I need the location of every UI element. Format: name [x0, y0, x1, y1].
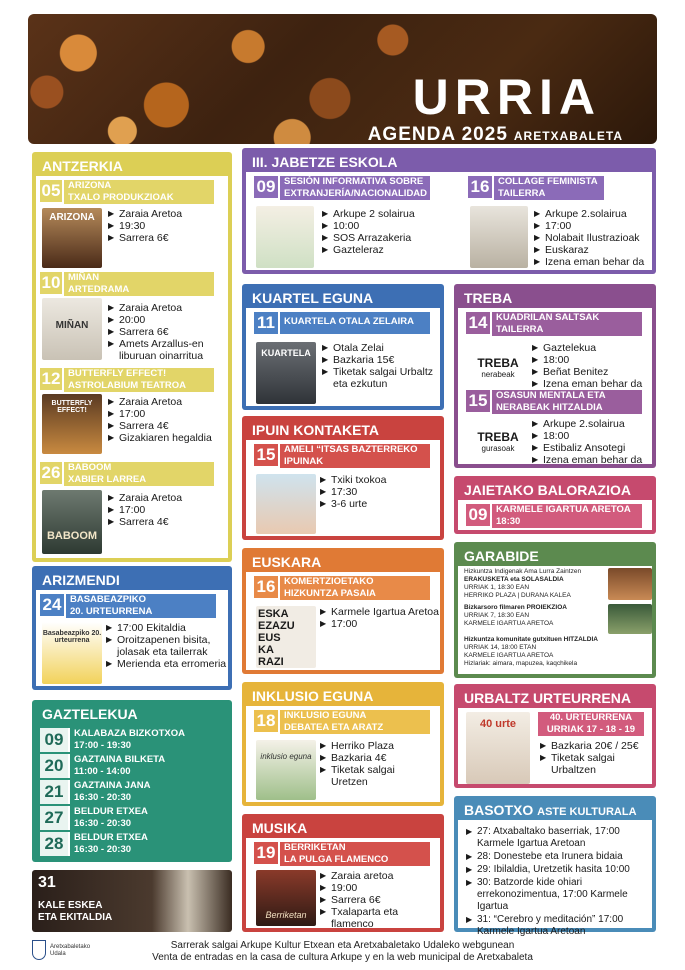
event-thumbnail [608, 568, 652, 600]
event-details: ▶ Karmele Igartua Aretoa ▶ 17:00 [320, 606, 440, 630]
section-title: URBALTZ URTEURRENA [464, 690, 631, 706]
event-kuadrilan-saltsak[interactable] [466, 312, 652, 390]
basotxo-item: ▶ 30: Batzorde kide ohiari errekonozimentua, 17:00 Karmele Igartua [466, 877, 650, 913]
section-title: III. JABETZE ESKOLA [252, 154, 398, 170]
section-kuartel-eguna [242, 284, 444, 410]
event-title: BELDUR ETXEA 16:30 - 20:30 [70, 832, 218, 856]
event-details: ▶ Zaraia Aretoa ▶ 19:30 ▶ Sarrera 6€ [108, 208, 226, 244]
section-ipuin-kontaketa [242, 416, 444, 540]
event-title: COLLAGE FEMINISTA TAILERRA [494, 176, 604, 200]
section-title: JAIETAKO BALORAZIOA [464, 482, 631, 498]
event-day: 28 [40, 832, 68, 856]
section-title: EUSKARA [252, 554, 322, 570]
section-title: INKLUSIO EGUNA [252, 688, 374, 704]
event-title: ARIZONA TXALO PRODUKZIOAK [64, 180, 214, 204]
event-minan[interactable] [40, 272, 226, 372]
event-day: 20 [40, 754, 68, 778]
event-thumbnail: BUTTERFLY EFFECT! [42, 394, 102, 454]
event-details: ▶ Gaztelekua ▶ 18:00 ▶ Beñat Benitez ▶ Izena eman behar da [532, 342, 652, 390]
event-title: GAZTAINA BILKETA 11:00 - 14:00 [70, 754, 218, 778]
event-collage-feminista[interactable] [468, 176, 652, 270]
event-title: BUTTERFLY EFFECT! ASTROLABIUM TEATROA [64, 368, 214, 392]
event-day: 09 [466, 504, 490, 526]
event-day: 26 [41, 463, 61, 482]
town-name: ARETXABALETA [513, 129, 623, 143]
event-title: KALABAZA BIZKOTXOA 17:00 - 19:30 [70, 728, 218, 752]
section-arizmendi [32, 566, 232, 690]
event-details: ▶ Otala Zelai ▶ Bazkaria 15€ ▶ Tiketak salgai Urbaltz eta ezkutun [322, 342, 442, 390]
event-details: ▶ 17:00 Ekitaldia ▶ Oroitzapenen bisita, jolasak eta tailerrak ▶ Merienda eta erromeria [106, 622, 228, 670]
section-title: KUARTEL EGUNA [252, 290, 374, 306]
footer-text [0, 940, 685, 964]
header-banner [28, 14, 657, 144]
event-thumbnail: 40 urte [466, 712, 530, 784]
event-day: 15 [466, 390, 490, 412]
event-title: AMELI “ITSAS BAZTERREKO IPUINAK [280, 444, 430, 468]
event-day: 16 [254, 576, 278, 598]
garabide-block-2[interactable]: Bizkarsoro filmaren PROIEKZIOA URRIAK 7, 18:30 EAN KARMELE IGARTUA ARETOA [464, 604, 650, 634]
basotxo-item: ▶ 29: Ibilaldia, Uretzetik hasita 10:00 [466, 864, 650, 876]
section-title: BASOTXO ASTE KULTURALA [464, 802, 637, 818]
event-day: 10 [41, 273, 61, 292]
treba-logo: TREBA nerabeak [477, 356, 519, 379]
agenda-year: AGENDA 2025 [367, 124, 508, 144]
event-basabeazpiko[interactable] [40, 594, 226, 686]
event-thumbnail: inklusio eguna [256, 740, 316, 800]
section-title: IPUIN KONTAKETA [252, 422, 380, 438]
event-thumbnail: BABOOM [42, 490, 102, 554]
kale-day: 31 [38, 874, 56, 891]
event-title: KUARTELA OTALA ZELAIRA [280, 312, 430, 334]
event-details: ▶ Zaraia aretoa ▶ 19:00 ▶ Sarrera 6€ ▶ Txalaparta eta flamenco [320, 870, 440, 930]
event-thumbnail: MIÑAN [42, 298, 102, 360]
event-details: ▶ Arkupe 2.solairua ▶ 18:00 ▶ Estibaliz Ansotegi ▶ Izena eman behar da [532, 418, 652, 466]
garabide-block-3[interactable]: Hizkuntza komunitate gutxituen HITZALDIA URRIAK 14, 18:00 ETAN KARMELE IGARTUA ARETOA Hizlariak: aimara, mapuzea, kaqchikela [464, 636, 598, 667]
event-kuartela[interactable] [254, 312, 440, 406]
gaztelekua-row[interactable] [40, 806, 218, 830]
event-day: 18 [254, 710, 278, 732]
section-title: ANTZERKIA [42, 158, 123, 174]
basotxo-list [466, 826, 650, 939]
event-title: KOMERTZIOETAKO HIZKUNTZA PASAIA [280, 576, 430, 600]
agenda-subtitle [368, 124, 623, 144]
event-title: KARMELE IGARTUA ARETOA 18:30 [492, 504, 642, 528]
event-day: 19 [254, 842, 278, 864]
month-title: URRIA [412, 69, 601, 125]
event-title: KUADRILAN SALTSAK TAILERRA [492, 312, 642, 336]
section-title: MUSIKA [252, 820, 308, 836]
event-jaietako[interactable] [466, 504, 652, 530]
section-euskara [242, 548, 444, 674]
event-sesion-informativa[interactable] [254, 176, 454, 270]
gaztelekua-list [40, 728, 226, 858]
event-day: 27 [40, 806, 68, 830]
gaztelekua-row[interactable] [40, 780, 218, 804]
section-musika [242, 814, 444, 932]
footer-line-2: Venta de entradas en la casa de cultura Arkupe y en la web municipal de Aretxabaleta [152, 952, 533, 963]
section-gaztelekua [32, 700, 232, 862]
gaztelekua-row[interactable] [40, 832, 218, 856]
event-day: 12 [41, 369, 61, 388]
event-day: 05 [41, 181, 61, 200]
basotxo-item: ▶ 27: Atxabaltako baserriak, 17:00 Karmele Igartua Aretoan [466, 826, 650, 850]
section-basotxo [454, 796, 656, 937]
footer-line-1: Sarrerak salgai Arkupe Kultur Etxean eta Aretxabaletako Udaleko webgunean [170, 940, 515, 951]
gaztelekua-row[interactable] [40, 728, 218, 752]
section-title: GARABIDE [464, 548, 539, 564]
event-berriketan[interactable] [254, 842, 440, 928]
event-title[interactable]: 40. URTEURRENA URRIAK 17 - 18 - 19 [538, 712, 644, 736]
event-day: 11 [254, 312, 278, 334]
event-day: 16 [468, 176, 492, 198]
event-thumbnail: Berriketan [256, 870, 316, 926]
section-jaietako-balorazioa [454, 476, 656, 534]
section-title: GAZTELEKUA [42, 706, 138, 722]
event-day: 24 [40, 594, 64, 616]
section-antzerkia [32, 152, 232, 562]
event-title: MIÑAN ARTEDRAMA [64, 272, 214, 296]
section-garabide [454, 542, 656, 678]
event-title: INKLUSIO EGUNA DEBATEA ETA ARATZ [280, 710, 430, 734]
event-day: 09 [40, 728, 68, 752]
event-thumbnail: KUARTELA [256, 342, 316, 404]
event-day: 21 [40, 780, 68, 804]
event-title: OSASUN MENTALA ETA NERABEAK HITZALDIA [492, 390, 642, 414]
section-urbaltz-urteurrena [454, 684, 656, 788]
basotxo-item: ▶ 31: “Cerebro y meditación” 17:00 Karmele Igartua Aretoan [466, 914, 650, 938]
event-thumbnail [256, 206, 314, 268]
section-title: TREBA [464, 290, 513, 306]
treba-logo: TREBA gurasoak [477, 430, 519, 453]
event-ameli[interactable] [254, 444, 440, 536]
event-arizona[interactable] [40, 180, 226, 270]
event-baboom[interactable] [40, 462, 226, 557]
event-day: 09 [254, 176, 278, 198]
event-title: BABOOM XABIER LARREA [64, 462, 214, 486]
event-details: ▶ Txiki txokoa ▶ 17:30 ▶ 3-6 urte [320, 474, 440, 510]
basotxo-item: ▶ 28: Donestebe eta Irunera bidaia [466, 851, 650, 863]
event-thumbnail [256, 474, 316, 534]
event-thumbnail: ESKA EZAZU EUS KA RAZI [256, 606, 316, 668]
event-inklusio[interactable] [254, 710, 440, 802]
event-title: BASABEAZPIKO 20. URTEURRENA [66, 594, 216, 618]
section-kale-eskea[interactable] [32, 870, 232, 932]
event-thumbnail [608, 604, 652, 634]
event-thumbnail: ARIZONA [42, 208, 102, 268]
event-thumbnail: Basabeazpiko 20. urteurrena [42, 622, 102, 684]
event-details: ▶ Herriko Plaza ▶ Bazkaria 4€ ▶ Tiketak salgai Uretzen [320, 740, 440, 788]
event-title: SESIÓN INFORMATIVA SOBRE EXTRANJERÍA/NACIONALIDAD [280, 176, 430, 200]
event-thumbnail [470, 206, 528, 268]
event-details: ▶ Arkupe 2.solairua ▶ 17:00 ▶ Nolabait Ilustrazioak ▶ Euskaraz ▶ Izena eman behar da [534, 208, 654, 268]
event-details: ▶ Bazkaria 20€ / 25€ ▶ Tiketak salgai Urbaltzen [540, 740, 652, 776]
section-treba [454, 284, 656, 468]
event-details: ▶ Zaraia Aretoa ▶ 17:00 ▶ Sarrera 4€ ▶ Gizakiaren hegaldia [108, 396, 226, 444]
event-osasun-mentala[interactable] [466, 390, 652, 464]
kale-title: KALE ESKEA ETA EKITALDIA [38, 900, 113, 923]
event-details: ▶ Zaraia Aretoa ▶ 17:00 ▶ Sarrera 4€ [108, 492, 226, 528]
gaztelekua-row[interactable] [40, 754, 218, 778]
section-jabetze-eskola [242, 148, 656, 274]
event-title: GAZTAINA JANA 16:30 - 20:30 [70, 780, 218, 804]
section-inklusio-eguna [242, 682, 444, 806]
event-butterfly[interactable] [40, 368, 226, 460]
event-title: BELDUR ETXEA 16:30 - 20:30 [70, 806, 218, 830]
event-title: BERRIKETAN LA PULGA FLAMENCO [280, 842, 430, 866]
event-hizkuntza-pasaia[interactable] [254, 576, 440, 670]
section-title: ARIZMENDI [42, 572, 120, 588]
event-day: 14 [466, 312, 490, 334]
event-day: 15 [254, 444, 278, 466]
garabide-block-1[interactable]: Hizkuntza Indigenak Ama Lurra Zaintzen ERAKUSKETA eta SOLASALDIA URRIAK 1, 18:30 EAN HERRIKO PLAZA | DURANA KALEA [464, 568, 650, 602]
event-details: ▶ Zaraia Aretoa ▶ 20:00 ▶ Sarrera 6€ ▶ Amets Arzallus-en liburuan oinarritua [108, 302, 226, 362]
event-details: ▶ Arkupe 2 solairua ▶ 10:00 ▶ SOS Arrazakeria ▶ Gazteleraz [322, 208, 452, 256]
